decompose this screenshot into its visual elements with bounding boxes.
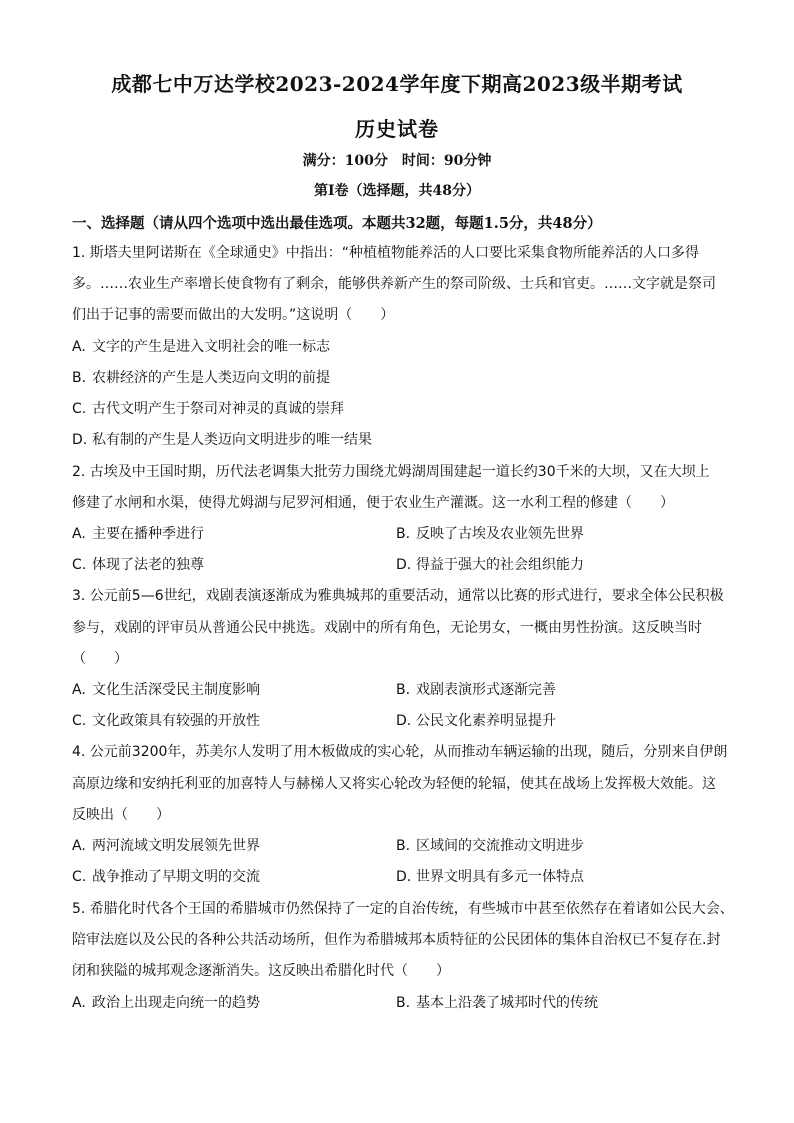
question-5-line-3: 闭和狭隘的城邦观念逐渐消失。这反映出希腊化时代（ ）	[72, 963, 450, 979]
question-1-line-3: 们出于记事的需要而做出的大发明。”这说明（ ）	[72, 307, 395, 323]
exam-title: 成都七中万达学校2023-2024学年度下期高2023级半期考试	[111, 72, 683, 96]
part-heading: 第Ⅰ卷（选择题，共48分）	[313, 183, 481, 199]
option-label: A.	[72, 682, 86, 698]
question-2-option-a[interactable]	[72, 524, 204, 544]
question-3-line-3: （ ）	[72, 651, 128, 667]
question-1-option-c[interactable]	[72, 399, 344, 419]
question-4-line-1: 4. 公元前3200年，苏美尔人发明了用木板做成的实心轮，从而推动车辆运输的出现，随后，分别来自伊朗	[72, 744, 728, 760]
option-label: D.	[396, 869, 412, 885]
option-text: 政治上出现走向统一的趋势	[92, 995, 260, 1011]
option-label: C.	[72, 557, 87, 573]
option-label: B.	[396, 526, 411, 542]
question-3-option-a[interactable]	[72, 680, 260, 700]
option-label: C.	[72, 869, 87, 885]
question-2-option-c[interactable]	[72, 555, 204, 575]
option-label: A.	[72, 995, 86, 1011]
option-label: B.	[396, 682, 411, 698]
option-text: 戏剧表演形式逐渐完善	[416, 682, 556, 698]
question-2-line-2: 修建了水闸和水渠，使得尤姆湖与尼罗河相通，便于农业生产灌溉。这一水利工程的修建（ ）	[72, 495, 674, 511]
question-4-line-2: 高原边缘和安纳托利亚的加喜特人与赫梯人又将实心轮改为轻便的轮辐，使其在战场上发挥极大效能。这	[72, 776, 716, 792]
option-text: 文化政策具有较强的开放性	[92, 713, 260, 729]
option-label: D.	[396, 713, 412, 729]
question-4-option-a[interactable]	[72, 836, 260, 856]
question-1-line-1: 1. 斯塔夫里阿诺斯在《全球通史》中指出：“种植植物能养活的人口要比采集食物所能养活的人口多得	[72, 245, 700, 261]
option-text: 战争推动了早期文明的交流	[92, 869, 260, 885]
option-label: A.	[72, 526, 86, 542]
question-4-option-d[interactable]	[396, 867, 584, 887]
option-text: 得益于强大的社会组织能力	[416, 557, 584, 573]
option-label: B.	[72, 370, 87, 386]
option-label: A.	[72, 838, 86, 854]
option-text: 区域间的交流推动文明进步	[416, 838, 584, 854]
section-heading: 一、选择题（请从四个选项中选出最佳选项。本题共32题，每题1.5分，共48分）	[72, 215, 602, 232]
question-3-option-c[interactable]	[72, 711, 260, 731]
question-4-option-c[interactable]	[72, 867, 260, 887]
option-text: 古代文明产生于祭司对神灵的真诚的崇拜	[92, 401, 344, 417]
question-1-line-2: 多。……农业生产率增长使食物有了剩余，能够供养新产生的祭司阶级、士兵和官吏。……文字就是祭司	[72, 276, 716, 292]
question-2-option-b[interactable]	[396, 524, 584, 544]
option-text: 世界文明具有多元一体特点	[416, 869, 584, 885]
question-4-option-b[interactable]	[396, 836, 584, 856]
question-3-line-2: 参与，戏剧的评审员从普通公民中挑选。戏剧中的所有角色，无论男女，一概由男性扮演。这反映当时	[72, 620, 702, 636]
option-text: 基本上沿袭了城邦时代的传统	[416, 995, 598, 1011]
option-text: 两河流域文明发展领先世界	[92, 838, 260, 854]
option-text: 主要在播种季进行	[92, 526, 204, 542]
option-label: C.	[72, 401, 87, 417]
question-5-line-1: 5. 希腊化时代各个王国的希腊城市仍然保持了一定的自治传统，有些城市中甚至依然存在着诸如公民大会、	[72, 901, 734, 917]
question-5-option-b[interactable]	[396, 993, 598, 1013]
score-time-info: 满分：100分 时间：90分钟	[302, 153, 492, 169]
option-text: 文字的产生是进入文明社会的唯一标志	[92, 339, 330, 355]
option-text: 农耕经济的产生是人类迈向文明的前提	[92, 370, 330, 386]
option-text: 反映了古埃及农业领先世界	[416, 526, 584, 542]
question-2-line-1: 2. 古埃及中王国时期，历代法老调集大批劳力围绕尤姆湖周围建起一道长约30千米的大坝，又在大坝上	[72, 464, 710, 480]
option-label: B.	[396, 995, 411, 1011]
question-1-option-a[interactable]	[72, 337, 330, 357]
question-3-option-d[interactable]	[396, 711, 556, 731]
option-label: D.	[72, 432, 88, 448]
question-3-line-1: 3. 公元前5—6世纪，戏剧表演逐渐成为雅典城邦的重要活动，通常以比赛的形式进行，要求全体公民积极	[72, 588, 724, 604]
option-text: 文化生活深受民主制度影响	[92, 682, 260, 698]
option-text: 体现了法老的独尊	[92, 557, 204, 573]
question-4-line-3: 反映出（ ）	[72, 807, 170, 823]
option-label: D.	[396, 557, 412, 573]
question-5-option-a[interactable]	[72, 993, 260, 1013]
question-3-option-b[interactable]	[396, 680, 556, 700]
question-1-option-d[interactable]	[72, 430, 372, 450]
option-label: A.	[72, 339, 86, 355]
question-5-line-2: 陪审法庭以及公民的各种公共活动场所，但作为希腊城邦本质特征的公民团体的集体自治权已不复存在.封	[72, 932, 721, 948]
question-1-option-b[interactable]	[72, 368, 330, 388]
option-text: 公民文化素养明显提升	[416, 713, 556, 729]
subject-title: 历史试卷	[355, 117, 439, 141]
question-2-option-d[interactable]	[396, 555, 584, 575]
option-label: C.	[72, 713, 87, 729]
option-text: 私有制的产生是人类迈向文明进步的唯一结果	[92, 432, 372, 448]
option-label: B.	[396, 838, 411, 854]
